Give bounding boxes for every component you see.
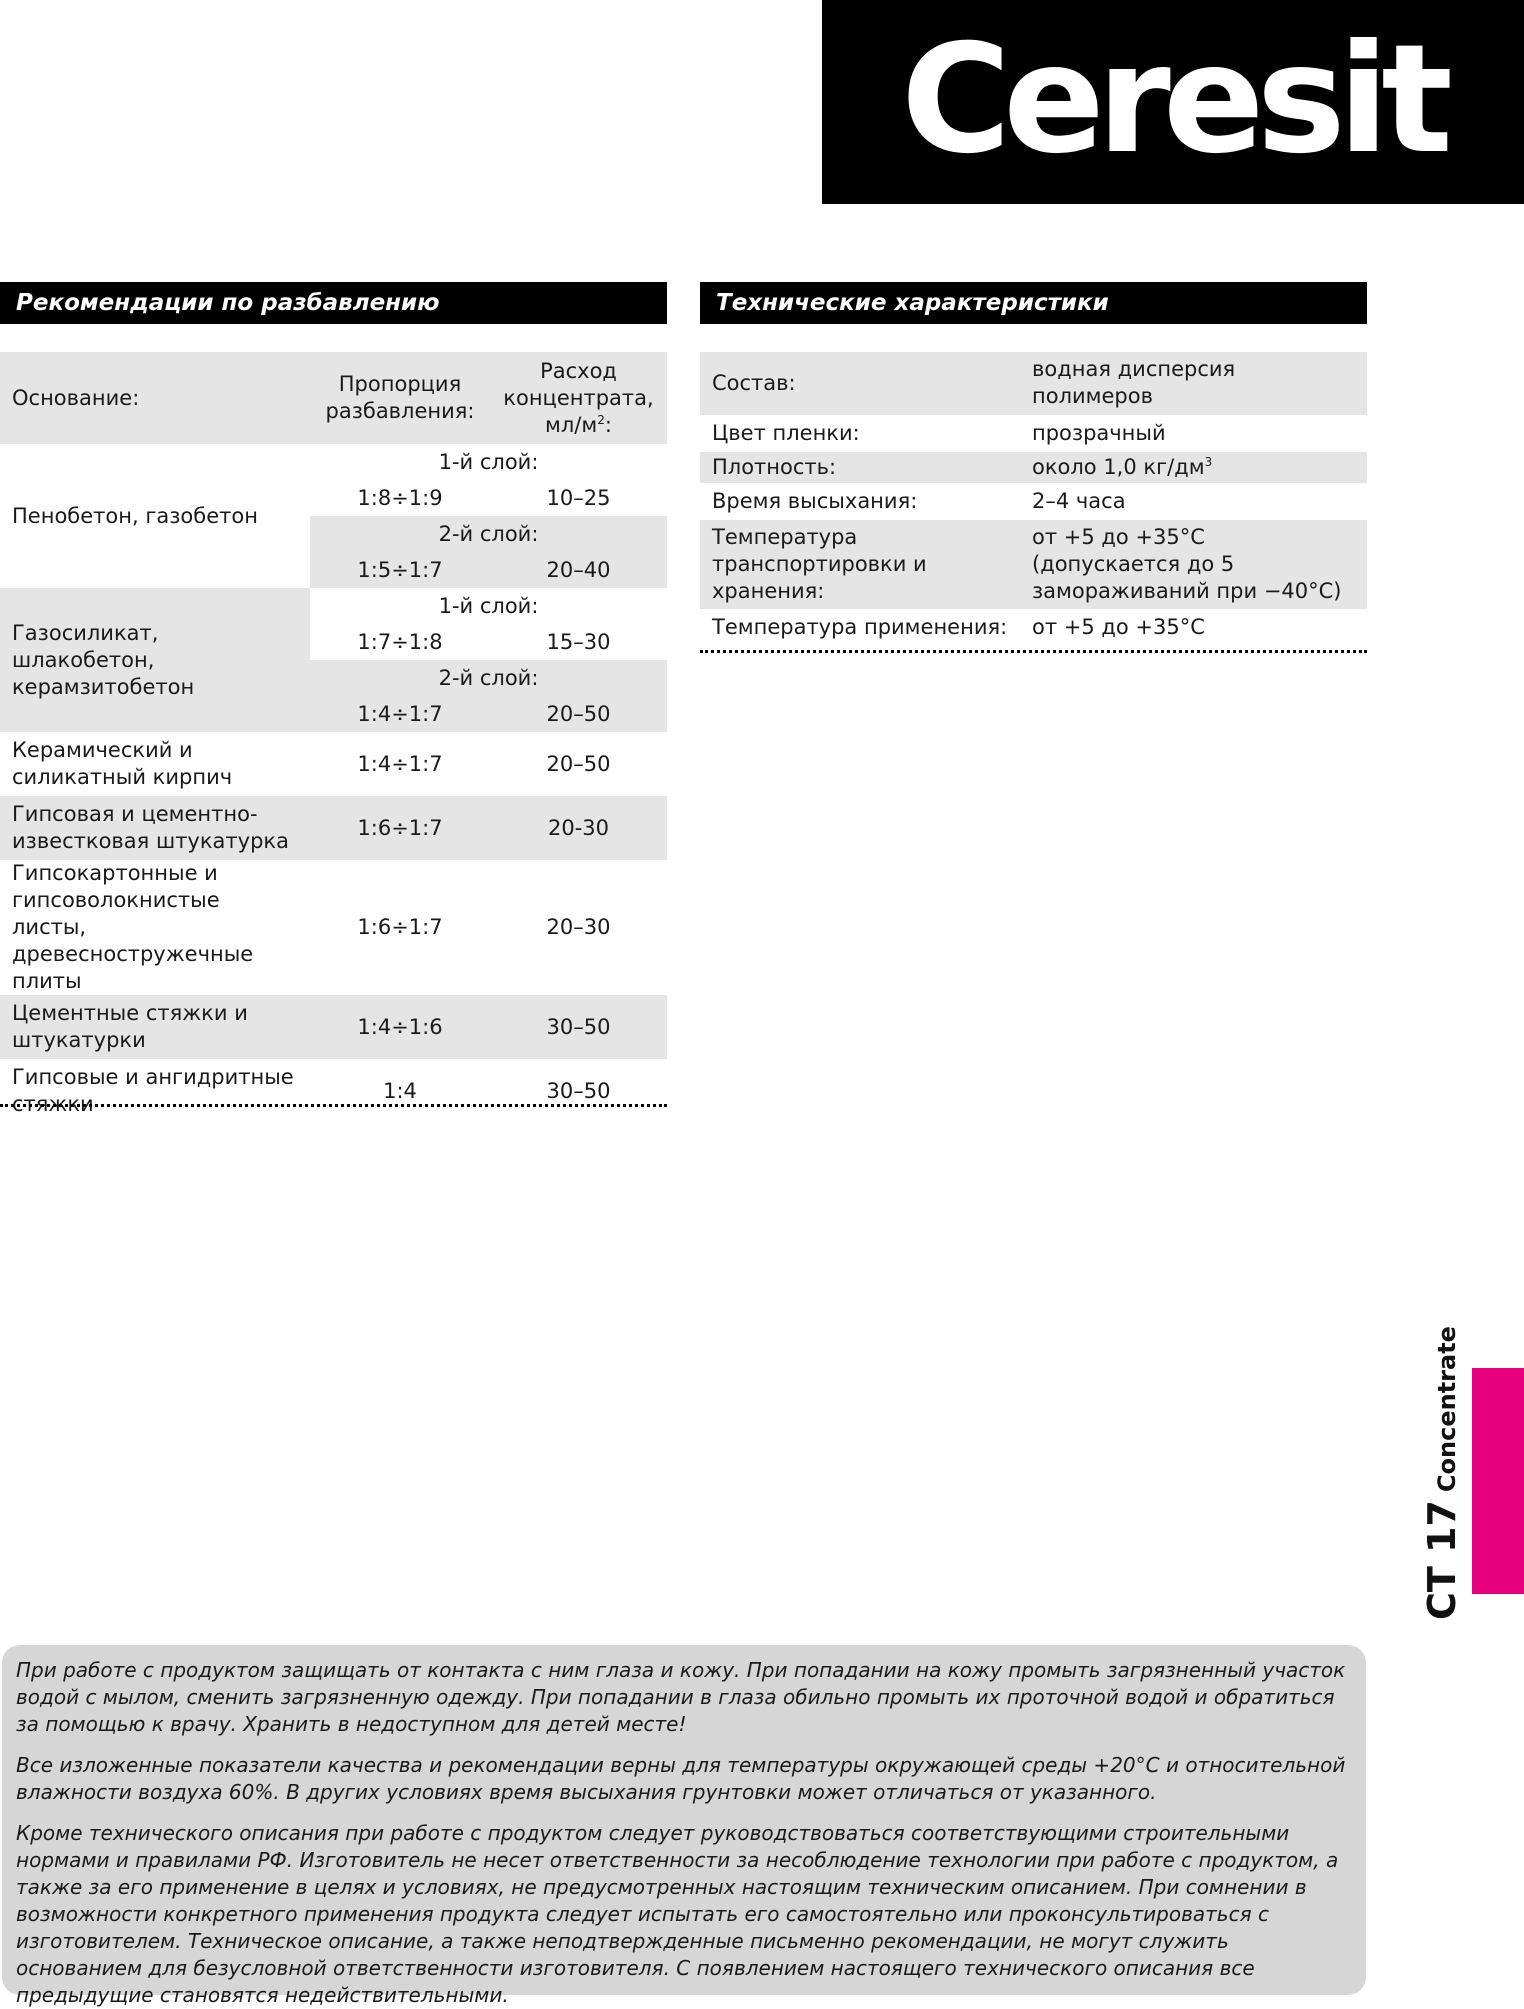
table-row	[0, 588, 667, 624]
consumption-value: 20-30	[547, 815, 610, 840]
notes-box	[2, 1645, 1366, 2007]
row-base: Гипсокартонные и гипсоволокнистые листы, древесностружечные плиты	[12, 861, 254, 993]
layer-label: 2-й слой:	[438, 665, 539, 690]
brand-name: Ceresit	[901, 13, 1445, 187]
row-base: Гипсовая и цементно-известковая штукатурка	[12, 802, 289, 853]
consumption-value: 30–50	[546, 1014, 611, 1039]
consumption-value: 20–40	[546, 557, 611, 582]
consumption-value: 20–30	[546, 915, 611, 939]
tech-label: Цвет пленки:	[700, 416, 1020, 450]
row-base: Пенобетон, газобетон	[12, 503, 258, 528]
tech-label: Состав:	[712, 370, 796, 395]
row-base: Керамический и силикатный кирпич	[12, 738, 233, 789]
tech-label: Плотность:	[700, 450, 1020, 484]
product-label	[1420, 1326, 1464, 1620]
table-row	[0, 860, 667, 995]
consumption-value: 30–50	[546, 1078, 611, 1103]
tech-value: от +5 до +35°C	[1020, 610, 1367, 644]
consumption-value: 15–30	[546, 629, 611, 654]
table-row	[700, 518, 1367, 610]
ratio-value: 1:6÷1:7	[357, 915, 443, 939]
dilution-dotted-rule	[0, 1104, 667, 1107]
layer-label: 1-й слой:	[438, 449, 539, 474]
header-base: Основание:	[12, 385, 140, 410]
tech-table	[700, 352, 1367, 644]
row-base: Газосиликат, шлакобетон, керамзитобетон	[0, 588, 310, 732]
product-code: CT 17	[1420, 1500, 1464, 1620]
ratio-value: 1:6÷1:7	[357, 815, 443, 840]
conditions-note: Все изложенные показатели качества и рекомендации верны для температуры окружающей среды +20°C и относительной влажности воздуха 60%. В других условиях время высыхания грунтовки может отличаться от указанного.	[16, 1753, 1346, 1804]
table-row	[700, 416, 1367, 450]
table-row	[0, 796, 667, 860]
ratio-value: 1:5÷1:7	[357, 557, 443, 582]
table-row	[700, 610, 1367, 644]
table-row	[0, 1059, 667, 1123]
consumption-value: 10–25	[546, 485, 611, 510]
layer-label: 2-й слой:	[438, 521, 539, 546]
header-consumption: Расход концентрата, $мл/м^2$:	[503, 358, 654, 437]
safety-note: При работе с продуктом защищать от контакта с ним глаза и кожу. При попадании на кожу промыть загрязненный участок водой с мылом, сменить загрязненную одежду. При попадании в глаза обильно промыть их проточной водой и обратиться за помощью к врачу. Хранить в недоступном для детей месте!	[16, 1658, 1346, 1736]
row-base: Гипсовые и ангидритные стяжки	[12, 1065, 294, 1116]
tech-dotted-rule	[700, 650, 1367, 653]
tech-label: Температура применения:	[700, 610, 1020, 644]
ratio-value: 1:4	[383, 1078, 417, 1103]
tech-section-title: Технические характеристики	[700, 282, 1367, 324]
ceresit-logo	[822, 0, 1524, 204]
dilution-section-title: Рекомендации по разбавлению	[0, 282, 667, 324]
tech-value: водная дисперсия полимеров	[1032, 357, 1236, 409]
ratio-value: 1:7÷1:8	[357, 629, 443, 654]
layer-label: 1-й слой:	[438, 593, 539, 618]
tech-label: Температура транспортировки и хранения:	[700, 518, 1020, 610]
row-base: Цементные стяжки и штукатурки	[12, 1001, 248, 1052]
consumption-value: 20–50	[546, 751, 611, 776]
liability-note: Кроме технического описания при работе с продуктом следует руководствоваться соответствующими строительными нормами и правилами РФ. Изготовитель не несет ответственности за несоблюдение технологии при работе с продуктом, а также за его применение в целях и условиях, не предусмотренных настоящим техническим описанием. При сомнении в возможности конкретного применения продукта следует испытать его самостоятельно или проконсультироваться с изготовителем. Техническое описание, а также неподтвержденные письменно рекомендации, не могут служить основанием для безусловной ответственности изготовителя. С появлением настоящего технического описания все предыдущие становятся недействительными.	[16, 1821, 1339, 2007]
table-header-row	[0, 352, 667, 444]
tech-value: 2–4 часа	[1020, 484, 1367, 518]
tech-value: прозрачный	[1020, 416, 1367, 450]
tech-value: от +5 до +35°C (допускается до 5 замораживаний при −40°C)	[1020, 518, 1367, 610]
tech-label: Время высыхания:	[700, 484, 1020, 518]
product-color-tab	[1472, 1368, 1524, 1594]
table-row	[700, 484, 1367, 518]
ratio-value: 1:4÷1:7	[357, 751, 443, 776]
dilution-table	[0, 352, 667, 1123]
consumption-value: 20–50	[546, 701, 611, 726]
ratio-value: 1:4÷1:7	[357, 701, 443, 726]
table-row	[0, 995, 667, 1059]
product-name: Concentrate	[1433, 1326, 1461, 1493]
table-row	[700, 352, 1367, 416]
table-row	[0, 732, 667, 796]
header-ratio: Пропорция разбавления:	[325, 372, 475, 423]
ratio-value: 1:8÷1:9	[357, 485, 443, 510]
tech-value: около 1,0 $кг/дм^3$	[1020, 450, 1367, 484]
ratio-value: 1:4÷1:6	[357, 1014, 443, 1039]
table-row	[700, 450, 1367, 484]
table-row	[0, 444, 667, 480]
